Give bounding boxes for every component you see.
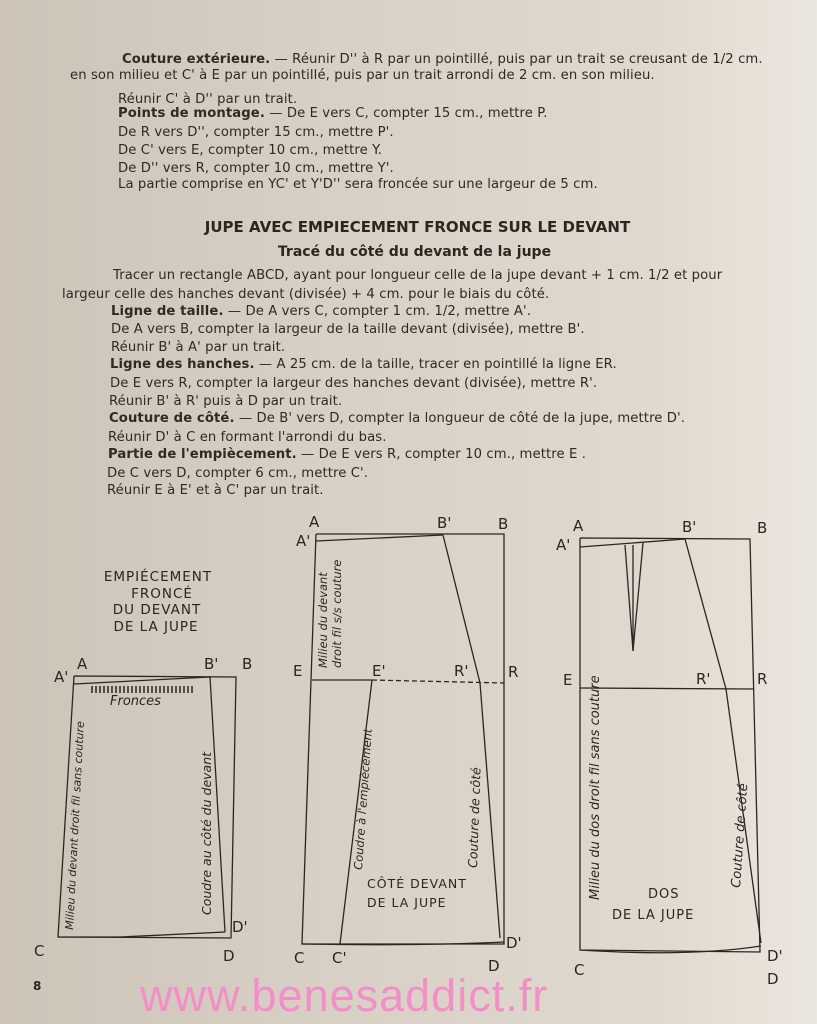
point-b-prime: B'	[204, 655, 219, 673]
point-d: D	[488, 957, 500, 975]
text-line: Points de montage. — De E vers C, compter 15 cm., mettre P.	[118, 106, 548, 121]
point-e: E	[293, 662, 303, 680]
section-title: JUPE AVEC EMPIECEMENT FRONCE SUR LE DEVANT	[204, 218, 631, 236]
point-r: R	[508, 663, 519, 681]
yoke-left-label: Milieu du devant droit fil sans couture	[63, 720, 87, 931]
back-left-label: Milieu du dos droit fil sans couture	[588, 675, 603, 900]
front-side-label: Couture de côté	[465, 767, 484, 869]
back-title-2: DE LA JUPE	[612, 908, 695, 923]
point-r-prime: R'	[696, 670, 711, 688]
text-line: De E vers R, compter la largeur des hanches devant (divisée), mettre R'.	[110, 376, 598, 391]
front-title-1: CÔTÉ DEVANT	[367, 876, 467, 891]
yoke-title-3: DU DEVANT	[112, 602, 202, 618]
front-left-label-2: droit fil s/s couture	[330, 559, 344, 668]
text-line: largeur celle des hanches devant (divisée) + 4 cm. pour le biais du côté.	[62, 287, 550, 302]
text-line: De A vers B, compter la largeur de la taille devant (divisée), mettre B'.	[111, 322, 585, 337]
text-line: De C' vers E, compter 10 cm., mettre Y.	[118, 143, 382, 158]
point-d-prime: D'	[232, 918, 248, 936]
text-line: De C vers D, compter 6 cm., mettre C'.	[107, 466, 369, 481]
point-a: A	[77, 655, 88, 673]
yoke-title-1: EMPIÉCEMENT	[103, 569, 213, 585]
text-line: Ligne des hanches. — A 25 cm. de la taille, tracer en pointillé la ligne ER.	[110, 357, 617, 372]
point-r-prime: R'	[454, 662, 469, 680]
text-line: Réunir D' à C en formant l'arrondi du bas.	[108, 430, 387, 445]
yoke-title-2: FRONCÉ	[131, 586, 193, 602]
yoke-title-4: DE LA JUPE	[113, 619, 199, 635]
gather-label: Fronces	[110, 694, 161, 709]
point-d: D	[767, 970, 779, 988]
back-side-seam	[685, 539, 761, 943]
point-r: R	[757, 670, 768, 688]
point-b-prime: B'	[437, 514, 452, 532]
text-line: Ligne de taille. — De A vers C, compter 1 cm. 1/2, mettre A'.	[111, 304, 532, 319]
text-line: Tracer un rectangle ABCD, ayant pour longueur celle de la jupe devant + 1 cm. 1/2 et pour	[113, 268, 723, 283]
back-title-1: DOS	[648, 887, 680, 902]
yoke-waist-line	[74, 677, 210, 684]
front-hip-dotted	[372, 680, 504, 683]
point-c: C	[294, 949, 305, 967]
point-e-prime: E'	[372, 662, 386, 680]
page-number: 8	[33, 979, 42, 993]
back-labels	[556, 517, 783, 988]
point-c-prime: C'	[332, 949, 347, 967]
yoke-hem-line	[58, 932, 225, 937]
front-waist-line	[316, 535, 443, 541]
text-line: Réunir B' à A' par un trait.	[111, 340, 286, 355]
gather-marks	[92, 686, 192, 693]
point-c: C	[34, 942, 45, 960]
front-labels	[293, 513, 522, 975]
point-b: B	[242, 655, 253, 673]
point-b: B	[498, 515, 509, 533]
text-line: La partie comprise en YC' et Y'D'' sera froncée sur une largeur de 5 cm.	[118, 177, 598, 192]
point-a: A	[573, 517, 584, 535]
point-a-prime: A'	[54, 668, 69, 686]
front-left-label-1: Milieu du devant	[316, 572, 330, 668]
back-side-label: Couture de côté	[729, 782, 752, 889]
yoke-right-label: Coudre au côté du devant	[199, 751, 214, 915]
point-b-prime: B'	[682, 518, 697, 536]
text-line: De R vers D'', compter 15 cm., mettre P'.	[118, 125, 394, 140]
point-d-prime: D'	[767, 947, 783, 965]
section-subtitle: Tracé du côté du devant de la jupe	[277, 244, 552, 260]
back-hip-line	[580, 688, 753, 689]
text-line: Couture extérieure. — Réunir D'' à R par un pointillé, puis par un trait se creusant de 1/2 cm.	[122, 52, 763, 67]
back-dart	[625, 543, 643, 651]
text-line: Réunir B' à R' puis à D par un trait.	[109, 394, 343, 409]
text-line: en son milieu et C' à E par un pointillé, puis par un trait arrondi de 2 cm. en son milieu.	[70, 68, 655, 83]
point-c: C	[574, 961, 585, 979]
front-title-2: DE LA JUPE	[367, 895, 447, 910]
point-d: D	[223, 947, 235, 965]
point-a: A	[309, 513, 320, 531]
point-d-prime: D'	[506, 934, 522, 952]
front-yoke-label: Coudre à l'empiècement	[351, 728, 375, 871]
text-line: Réunir E à E' et à C' par un trait.	[107, 483, 324, 498]
point-a-prime: A'	[296, 532, 311, 550]
point-b: B	[757, 519, 768, 537]
text-line: Réunir C' à D'' par un trait.	[118, 92, 298, 107]
point-a-prime: A'	[556, 536, 571, 554]
text-line: Couture de côté. — De B' vers D, compter la longueur de côté de la jupe, mettre D'.	[109, 411, 686, 426]
watermark: www.benesaddict.fr	[140, 970, 549, 1021]
text-line: De D'' vers R, compter 10 cm., mettre Y'.	[118, 161, 394, 176]
point-e: E	[563, 671, 573, 689]
text-line: Partie de l'empiècement. — De E vers R, compter 10 cm., mettre E .	[108, 447, 586, 462]
yoke-labels	[34, 568, 252, 965]
